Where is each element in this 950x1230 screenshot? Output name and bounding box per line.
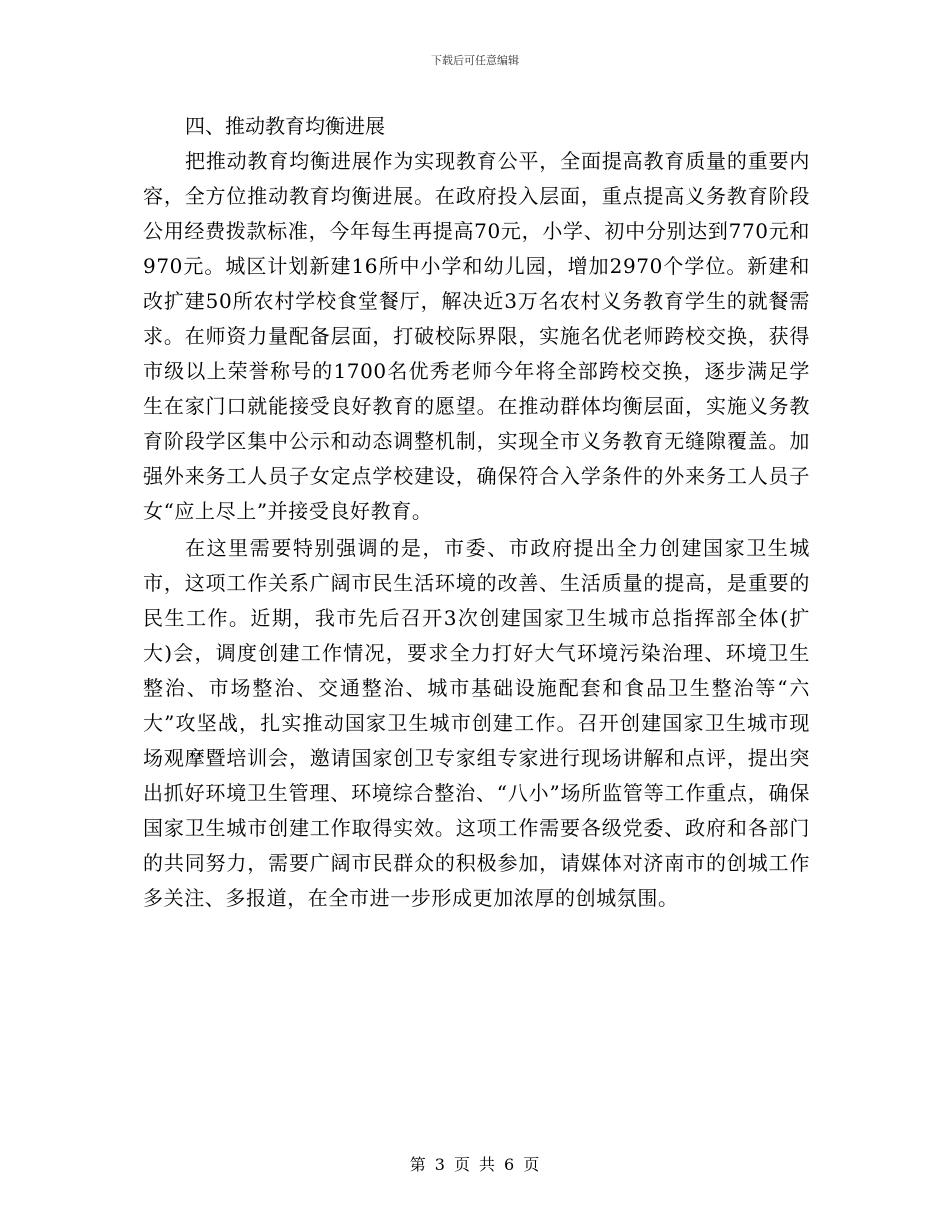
current-page-number: 3 — [434, 1155, 446, 1174]
section-heading: 四、推动教育均衡进展 — [185, 114, 385, 138]
document-body — [143, 109, 810, 916]
page-label-suffix: 页 — [523, 1155, 541, 1174]
page-footer — [0, 1152, 950, 1175]
total-pages-number: 6 — [504, 1155, 516, 1174]
paragraph-health-city: 在这里需要特别强调的是，市委、市政府提出全力创建国家卫生城市，这项工作关系广阔市民生活环境的改善、生活质量的提高，是重要的民生工作。近期，我市先后召开3次创建国家卫生城市总指挥部全体(扩大)会，调度创建工作情况，要求全力打好大气环境污染治理、环境卫生整治、市场整治、交通整治、城市基础设施配套和食品卫生整治等“六大”攻坚战，扎实推动国家卫生城市创建工作。召开创建国家卫生城市现场观摩暨培训会，邀请国家创卫专家组专家进行现场讲解和点评，提出突出抓好环境卫生管理、环境综合整治、“八小”场所监管等工作重点，确保国家卫生城市创建工作取得实效。这项工作需要各级党委、政府和各部门的共同努力，需要广阔市民群众的积极参加，请媒体对济南市的创城工作多关注、多报道，在全市进一步形成更加浓厚的创城氛围。 — [143, 536, 810, 910]
page-label-mid: 页 — [453, 1155, 471, 1174]
header-note: 下载后可任意编辑 — [431, 54, 519, 67]
total-label: 共 — [479, 1155, 497, 1174]
page-label-prefix: 第 — [409, 1155, 427, 1174]
paragraph-education-balance: 把推动教育均衡进展作为实现教育公平，全面提高教育质量的重要内容，全方位推动教育均衡进展。在政府投入层面，重点提高义务教育阶段公用经费拨款标准，今年每生再提高70元，小学、初中分别达到770元和970元。城区计划新建16所中小学和幼儿园，增加2970个学位。新建和改扩建50所农村学校食堂餐厅，解决近3万名农村义务教育学生的就餐需求。在师资力量配备层面，打破校际界限，实施名优老师跨校交换，获得市级以上荣誉称号的1700名优秀老师今年将全部跨校交换，逐步满足学生在家门口就能接受良好教育的愿望。在推动群体均衡层面，实施义务教育阶段学区集中公示和动态调整机制，实现全市义务教育无缝隙覆盖。加强外来务工人员子女定点学校建设，确保符合入学条件的外来务工人员子女“应上尽上”并接受良好教育。 — [143, 149, 810, 523]
